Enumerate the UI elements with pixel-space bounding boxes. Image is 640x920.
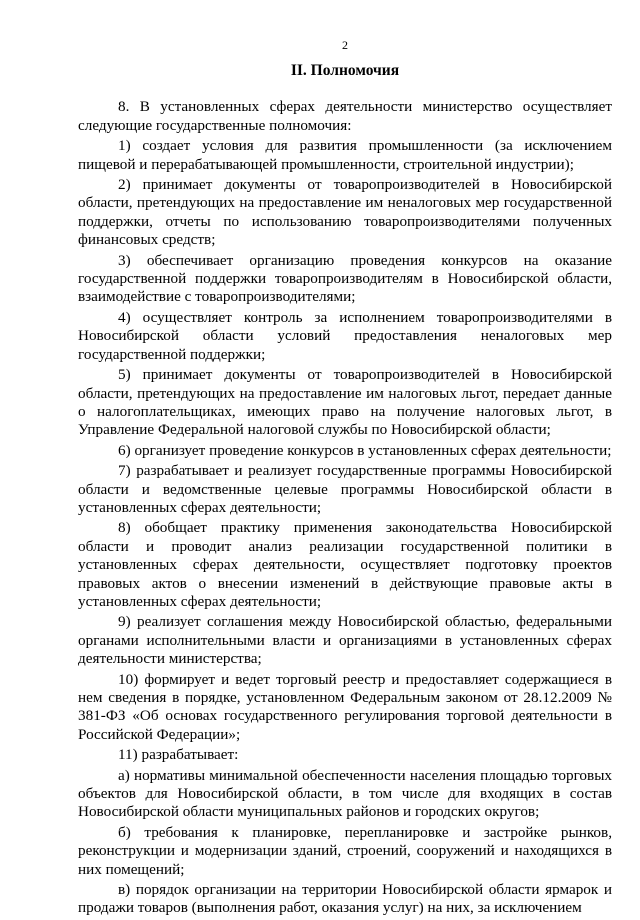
paragraph: 7) разрабатывает и реализует государственные программы Новосибирской области и ведомственные целевые программы Новосибирской области в установленных сферах деятельности; [78, 462, 612, 516]
paragraph: в) порядок организации на территории Новосибирской области ярмарок и продажи товаров (выполнения работ, оказания услуг) на них, за исключением [78, 881, 612, 917]
document-page [78, 38, 612, 920]
paragraph: 11) разрабатывает: [118, 746, 239, 764]
paragraph: 4) осуществляет контроль за исполнением товаропроизводителями в Новосибирской области условий предоставления неналоговых мер государственной поддержки; [78, 308, 612, 363]
section-title: II. Полномочия [290, 62, 400, 79]
paragraph: 8. В установленных сферах деятельности министерство осуществляет следующие государственные полномочия: [78, 98, 612, 134]
paragraph: 5) принимает документы от товаропроизводителей в Новосибирской области, претендующих на предоставление им налоговых льгот, передает данные о налогоплательщиках, имеющих право на получение налоговых льгот, в Управление Федеральной налоговой службы по Новосибирской области; [78, 366, 612, 439]
document-body [78, 98, 612, 917]
page-number: 2 [342, 38, 348, 52]
paragraph: 3) обеспечивает организацию проведения конкурсов на оказание государственной поддержки товаропроизводителям в Новосибирской области, взаимодействие с товаропроизводителями; [78, 251, 612, 306]
paragraph: а) нормативы минимальной обеспеченности населения площадью торговых объектов для Новосибирской области, в том числе для входящих в состав Новосибирской области муниципальных районов и городских округов; [78, 766, 612, 821]
paragraph: 10) формирует и ведет торговый реестр и предоставляет содержащиеся в нем сведения в порядке, установленном Федеральным законом от 28.12.2009 № 381-ФЗ «Об основах государственного регулирования торговой деятельности в Российской Федерации»; [78, 670, 612, 743]
paragraph: 2) принимает документы от товаропроизводителей в Новосибирской области, претендующих на предоставление им неналоговых мер государственной поддержки, отчеты по использованию товаропроизводителями полученных финансовых средств; [78, 176, 612, 249]
paragraph: б) требования к планировке, перепланировке и застройке рынков, реконструкции и модернизации зданий, строений, сооружений и находящихся в них помещений; [78, 823, 612, 878]
paragraph: 1) создает условия для развития промышленности (за исключением пищевой и перерабатывающей промышленности, строительной индустрии); [78, 137, 612, 173]
paragraph: 9) реализует соглашения между Новосибирской областью, федеральными органами исполнительными власти и организациями в установленных сферах деятельности министерства; [78, 613, 612, 668]
paragraph: 6) организует проведение конкурсов в установленных сферах деятельности; [118, 441, 612, 459]
paragraph: 8) обобщает практику применения законодательства Новосибирской области и проводит анализ реализации государственной политики в установленных сферах деятельности, осуществляет подготовку проектов правовых актов о внесении изменений в действующие правовые акты в установленных сферах деятельности; [78, 519, 612, 610]
